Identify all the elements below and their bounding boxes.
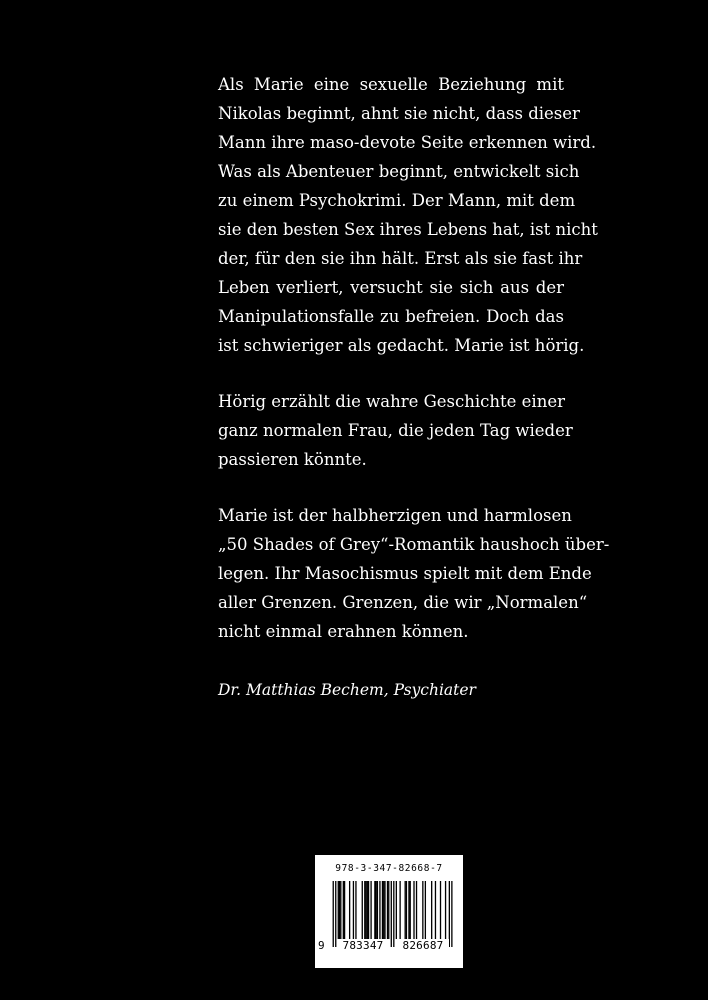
barcode-bar [391, 881, 392, 947]
barcode-bar [335, 881, 336, 947]
text-line: „50 Shades of Grey“-Romantik haushoch über- [218, 535, 610, 554]
barcode-bar [362, 881, 363, 939]
text-line: Als Marie eine sexuelle Beziehung mit [218, 75, 564, 94]
barcode-digit-group-left: 783347 [337, 939, 389, 952]
barcode-bar [379, 881, 380, 939]
text-line: nicht einmal erahnen können. [218, 622, 469, 641]
paragraph-gap [218, 474, 564, 501]
barcode-bar [410, 881, 411, 939]
barcode-bar [367, 881, 368, 939]
barcode-bar [388, 881, 389, 939]
barcode-bar [340, 881, 341, 939]
barcode-bar [435, 881, 436, 939]
text-line: aller Grenzen. Grenzen, die wir „Normalen“ [218, 593, 588, 612]
text-line: Marie ist der halbherzigen und harmlosen [218, 506, 572, 525]
review-signature: Dr. Matthias Bechem, Psychiater [218, 681, 476, 699]
barcode-digit-group-right: 826687 [397, 939, 449, 952]
text-line: Leben verliert, versucht sie sich aus der [218, 278, 564, 297]
text-line: der, für den sie ihn hält. Erst als sie fast ihr [218, 249, 583, 268]
text-line: Nikolas beginnt, ahnt sie nicht, dass dieser [218, 104, 580, 123]
barcode-bar [387, 881, 388, 939]
barcode-digits [315, 939, 463, 957]
barcode-lead-digit: 9 [318, 939, 325, 952]
text-line: passieren könnte. [218, 450, 367, 469]
barcode-bar [368, 881, 369, 939]
isbn-number: 978-3-347-82668-7 [335, 863, 443, 874]
barcode-bar [370, 881, 371, 939]
barcode-bar [393, 881, 394, 947]
barcode-bar [382, 881, 383, 939]
text-line: Was als Abenteuer beginnt, entwickelt sich [218, 162, 580, 181]
barcode-bar [422, 881, 423, 939]
barcode-bar [449, 881, 450, 947]
barcode-bar [431, 881, 432, 939]
barcode-bar [416, 881, 417, 939]
barcode-bar [344, 881, 345, 939]
barcode-bar [338, 881, 339, 939]
text-line: Manipulationsfalle zu befreien. Doch das [218, 307, 564, 326]
barcode-bar [399, 881, 400, 939]
text-line: legen. Ihr Masochismus spielt mit dem Ende [218, 564, 592, 583]
barcode-bar [365, 881, 366, 939]
barcode-bar [425, 881, 426, 939]
barcode-bar [408, 881, 409, 939]
barcode-bar [374, 881, 375, 939]
text-line: sie den besten Sex ihres Lebens hat, ist nicht [218, 220, 598, 239]
blurb-paragraph-1 [218, 70, 598, 360]
barcode-bar [383, 881, 384, 939]
barcode-bar [445, 881, 446, 939]
barcode-bar [375, 881, 376, 939]
text-line: ganz normalen Frau, die jeden Tag wieder [218, 421, 573, 440]
barcode-bar [405, 881, 406, 939]
barcode-bar [396, 881, 397, 939]
barcode-bar [355, 881, 356, 939]
text-line: Mann ihre maso-devote Seite erkennen wird. [218, 133, 597, 152]
blurb-paragraph-2 [218, 387, 573, 474]
barcode-bar [343, 881, 344, 939]
text-line: ist schwieriger als gedacht. Marie ist hörig. [218, 336, 585, 355]
barcode-bar [451, 881, 452, 947]
barcode-bar [339, 881, 340, 939]
barcode-bar [413, 881, 414, 939]
barcode-bar [349, 881, 350, 939]
text-line: Hörig erzählt die wahre Geschichte einer [218, 392, 565, 411]
barcode-bar [377, 881, 378, 939]
paragraph-gap [218, 360, 564, 387]
blurb-paragraph-3 [218, 501, 610, 646]
barcode-bar [384, 881, 385, 939]
blurb-text [218, 70, 610, 646]
barcode-bar [406, 881, 407, 939]
barcode-bar [364, 881, 365, 939]
barcode-bar [353, 881, 354, 939]
barcode-bar [440, 881, 441, 939]
isbn-barcode [315, 855, 463, 968]
barcode-bar [333, 881, 334, 947]
text-line: zu einem Psychokrimi. Der Mann, mit dem [218, 191, 576, 210]
